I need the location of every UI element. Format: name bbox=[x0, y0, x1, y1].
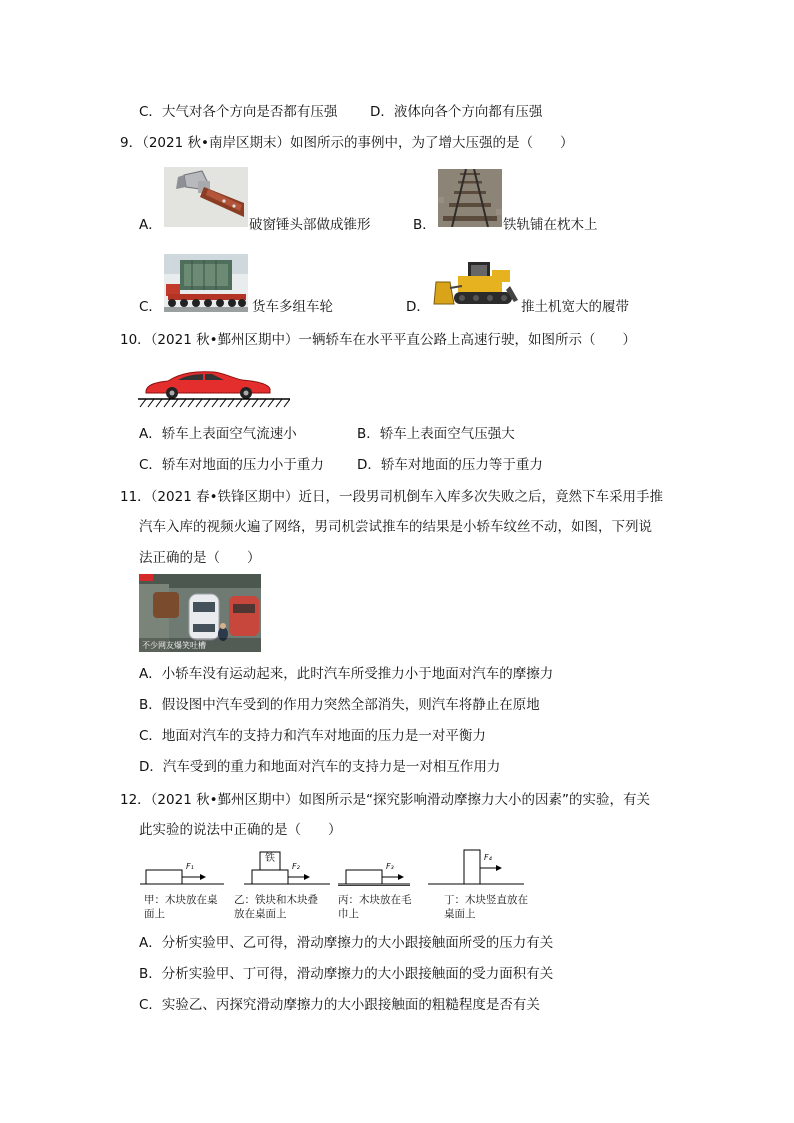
q12-experiment-figure bbox=[136, 848, 548, 924]
q9-stem: 9．（2021 秋•南岸区期末）如图所示的事例中，为了增大压强的是（ ） bbox=[120, 135, 574, 151]
q8-option-c: C．大气对各个方向是否都有压强 bbox=[139, 104, 338, 120]
q10-option-d: D．轿车对地面的压力等于重力 bbox=[357, 457, 543, 473]
q9-option-c-text: 货车多组车轮 bbox=[252, 299, 333, 315]
q12-iron-block-label: 铁 bbox=[265, 853, 275, 864]
q12-caption-bing: 丙：木块放在毛 巾上 bbox=[338, 894, 412, 920]
q10-car-figure bbox=[138, 362, 290, 408]
q9-option-b-text: 铁轨铺在枕木上 bbox=[503, 217, 598, 233]
q9-bulldozer-image bbox=[432, 256, 520, 312]
q9-option-b-letter: B． bbox=[413, 217, 436, 233]
q9-truck-image bbox=[164, 254, 248, 312]
q10-option-a: A．轿车上表面空气流速小 bbox=[139, 426, 297, 442]
q10-option-c: C．轿车对地面的压力小于重力 bbox=[139, 457, 324, 473]
q11-option-b: B．假设图中汽车受到的作用力突然全部消失，则汽车将静止在原地 bbox=[139, 697, 540, 713]
q9-railway-image bbox=[438, 169, 502, 227]
q11-option-a: A．小轿车没有运动起来，此时汽车所受推力小于地面对汽车的摩擦力 bbox=[139, 666, 554, 682]
q8-option-d: D．液体向各个方向都有压强 bbox=[370, 104, 543, 120]
q9-option-a-letter: A． bbox=[139, 217, 162, 233]
q9-hammer-image bbox=[164, 167, 248, 227]
q12-force-f3: F₃ bbox=[386, 862, 394, 871]
q11-stem-line2: 汽车入库的视频火遍了网络，男司机尝试推车的结果是小轿车纹丝不动，如图，下列说 bbox=[139, 519, 652, 535]
q9-option-c-letter: C． bbox=[139, 299, 162, 315]
q10-stem: 10．（2021 秋•鄞州区期中）一辆轿车在水平平直公路上高速行驶，如图所示（ ） bbox=[120, 332, 637, 348]
q9-option-d-text: 推土机宽大的履带 bbox=[521, 299, 629, 315]
q11-stem-line1: 11．（2021 春•铁锋区期中）近日，一段男司机倒车入库多次失败之后，竟然下车采用手推 bbox=[120, 489, 664, 505]
q10-option-b: B．轿车上表面空气压强大 bbox=[357, 426, 515, 442]
q11-photo-caption: 不少网友爆笑吐槽 bbox=[142, 641, 206, 650]
q12-stem-line1: 12．（2021 秋•鄞州区期中）如图所示是“探究影响滑动摩擦力大小的因素”的实验，有关 bbox=[120, 792, 651, 808]
q12-stem-line2: 此实验的说法中正确的是（ ） bbox=[139, 822, 342, 838]
q12-force-f1: F₁ bbox=[186, 862, 194, 871]
q12-option-a: A．分析实验甲、乙可得，滑动摩擦力的大小跟接触面所受的压力有关 bbox=[139, 935, 554, 951]
q12-option-b: B．分析实验甲、丁可得，滑动摩擦力的大小跟接触面的受力面积有关 bbox=[139, 966, 554, 982]
q12-caption-ding: 丁：木块竖直放在 桌面上 bbox=[444, 894, 528, 920]
q12-force-f4: F₄ bbox=[484, 853, 492, 862]
q11-stem-line3: 法正确的是（ ） bbox=[139, 550, 261, 566]
q12-caption-jia: 甲：木块放在桌 面上 bbox=[144, 894, 218, 920]
q12-force-f2: F₂ bbox=[292, 862, 300, 871]
q11-option-c: C．地面对汽车的支持力和汽车对地面的压力是一对平衡力 bbox=[139, 728, 486, 744]
q9-option-d-letter: D． bbox=[406, 299, 430, 315]
q12-caption-yi: 乙：铁块和木块叠 放在桌面上 bbox=[234, 894, 318, 920]
q9-option-a-text: 破窗锤头部做成锥形 bbox=[249, 217, 371, 233]
q11-option-d: D．汽车受到的重力和地面对汽车的支持力是一对相互作用力 bbox=[139, 759, 501, 775]
q12-option-c: C．实验乙、丙探究滑动摩擦力的大小跟接触面的粗糙程度是否有关 bbox=[139, 997, 540, 1013]
q11-car-photo bbox=[139, 574, 261, 652]
